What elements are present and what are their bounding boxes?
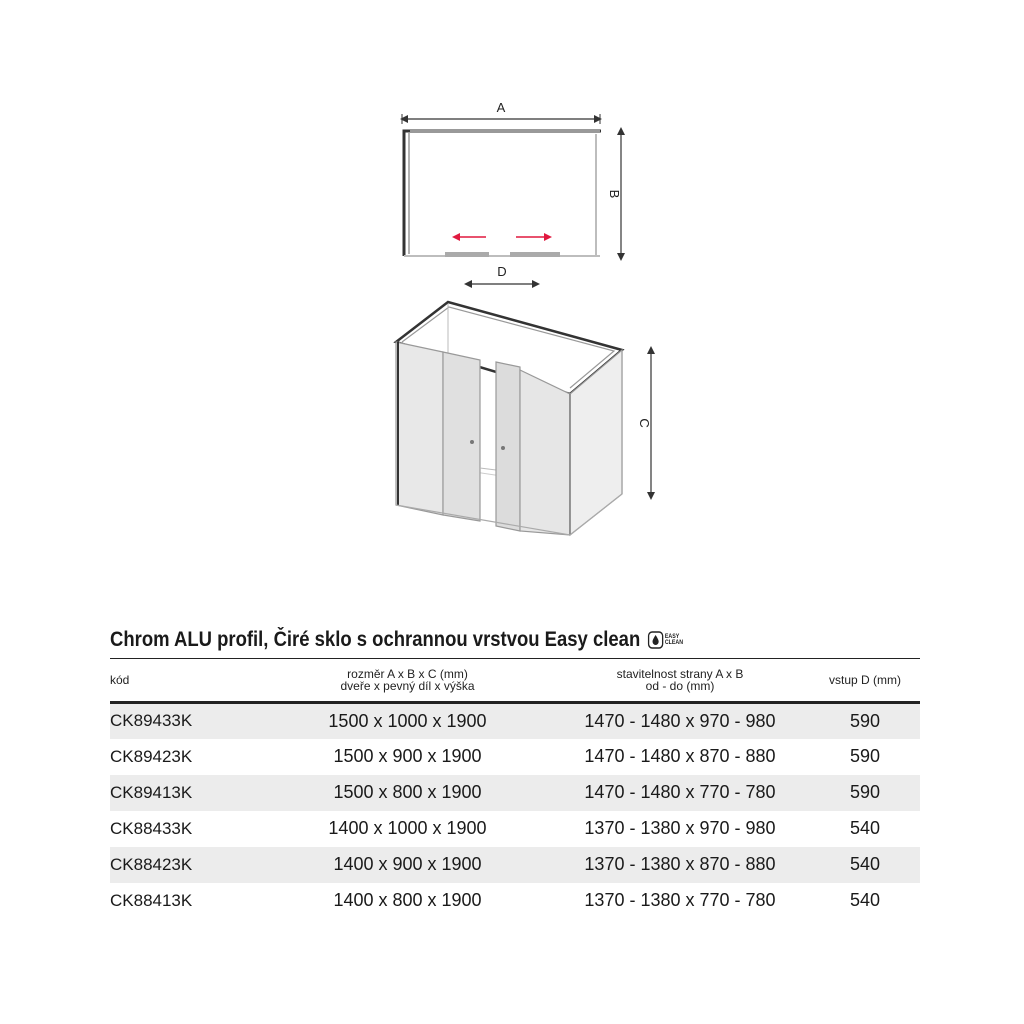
cell-adjust: 1370 - 1380 x 770 - 780 <box>584 890 776 910</box>
cell-code: CK89433K <box>110 711 193 731</box>
spec-title: Chrom ALU profil, Čiré sklo s ochrannou vrstvou Easy clean <box>110 628 641 651</box>
cell-adjust: 1370 - 1380 x 970 - 980 <box>584 818 776 838</box>
cell-size: 1500 x 900 x 1900 <box>333 746 482 766</box>
dimension-a-label: A <box>496 100 506 115</box>
header-adjust-line1: stavitelnost strany A x B <box>616 667 744 681</box>
header-adjust <box>550 659 810 703</box>
cell-size: 1400 x 900 x 1900 <box>333 854 482 874</box>
spec-section <box>110 622 920 919</box>
left-fixed-panel <box>396 342 443 515</box>
header-size <box>265 659 550 703</box>
table-row <box>110 703 920 739</box>
header-size-line2: dveře x pevný díl x výška <box>340 679 475 693</box>
right-door-3d <box>496 362 520 531</box>
header-size-line1: rozměr A x B x C (mm) <box>347 667 468 681</box>
header-code: kód <box>110 673 130 687</box>
cell-code: CK89413K <box>110 782 193 802</box>
perspective-view <box>396 302 652 535</box>
wall-outline <box>404 131 601 256</box>
dimension-c-label: C <box>637 418 652 428</box>
easy-clean-drop-icon <box>647 631 663 649</box>
easy-clean-badge-text <box>665 634 683 646</box>
plan-view <box>402 100 622 284</box>
cell-entry: 590 <box>849 782 881 802</box>
cell-size: 1500 x 800 x 1900 <box>333 782 482 802</box>
cell-adjust: 1370 - 1380 x 870 - 880 <box>584 854 776 874</box>
header-entry: vstup D (mm) <box>829 673 901 687</box>
side-panel <box>570 350 622 535</box>
easy-clean-line1: EASY <box>664 634 680 640</box>
right-door-plan <box>510 252 560 257</box>
dimension-b-label: B <box>607 189 622 199</box>
table-row <box>110 847 920 883</box>
cell-entry: 590 <box>849 746 881 766</box>
spec-table <box>110 658 920 919</box>
left-door-plan <box>445 252 489 257</box>
cell-adjust: 1470 - 1480 x 970 - 980 <box>584 710 776 731</box>
table-row <box>110 775 920 811</box>
table-row <box>110 811 920 847</box>
cell-entry: 540 <box>849 854 881 874</box>
cell-code: CK88413K <box>110 890 193 910</box>
cell-size: 1400 x 800 x 1900 <box>333 890 482 910</box>
cell-entry: 540 <box>849 818 881 838</box>
cell-size: 1400 x 1000 x 1900 <box>328 818 487 838</box>
cell-entry: 590 <box>849 710 881 731</box>
dimension-d <box>468 264 536 284</box>
table-header-row <box>110 659 920 703</box>
dimension-b <box>607 131 622 257</box>
cell-code: CK88433K <box>110 818 193 838</box>
cell-size: 1500 x 1000 x 1900 <box>328 710 487 731</box>
cell-adjust: 1470 - 1480 x 870 - 880 <box>584 746 776 766</box>
dimension-c <box>637 350 652 496</box>
table-row <box>110 739 920 775</box>
right-fixed-panel <box>520 370 570 535</box>
cell-code: CK88423K <box>110 854 193 874</box>
cell-entry: 540 <box>849 890 881 910</box>
cell-code: CK89423K <box>110 746 193 766</box>
dimension-d-label: D <box>497 264 507 279</box>
table-row <box>110 883 920 919</box>
easy-clean-line2: CLEAN <box>664 640 684 646</box>
spec-title-row <box>110 622 823 658</box>
cell-adjust: 1470 - 1480 x 770 - 780 <box>584 782 776 802</box>
left-door-3d <box>443 352 480 521</box>
easy-clean-badge <box>647 631 683 649</box>
header-adjust-line2: od - do (mm) <box>645 679 715 693</box>
dimension-a <box>402 100 600 124</box>
